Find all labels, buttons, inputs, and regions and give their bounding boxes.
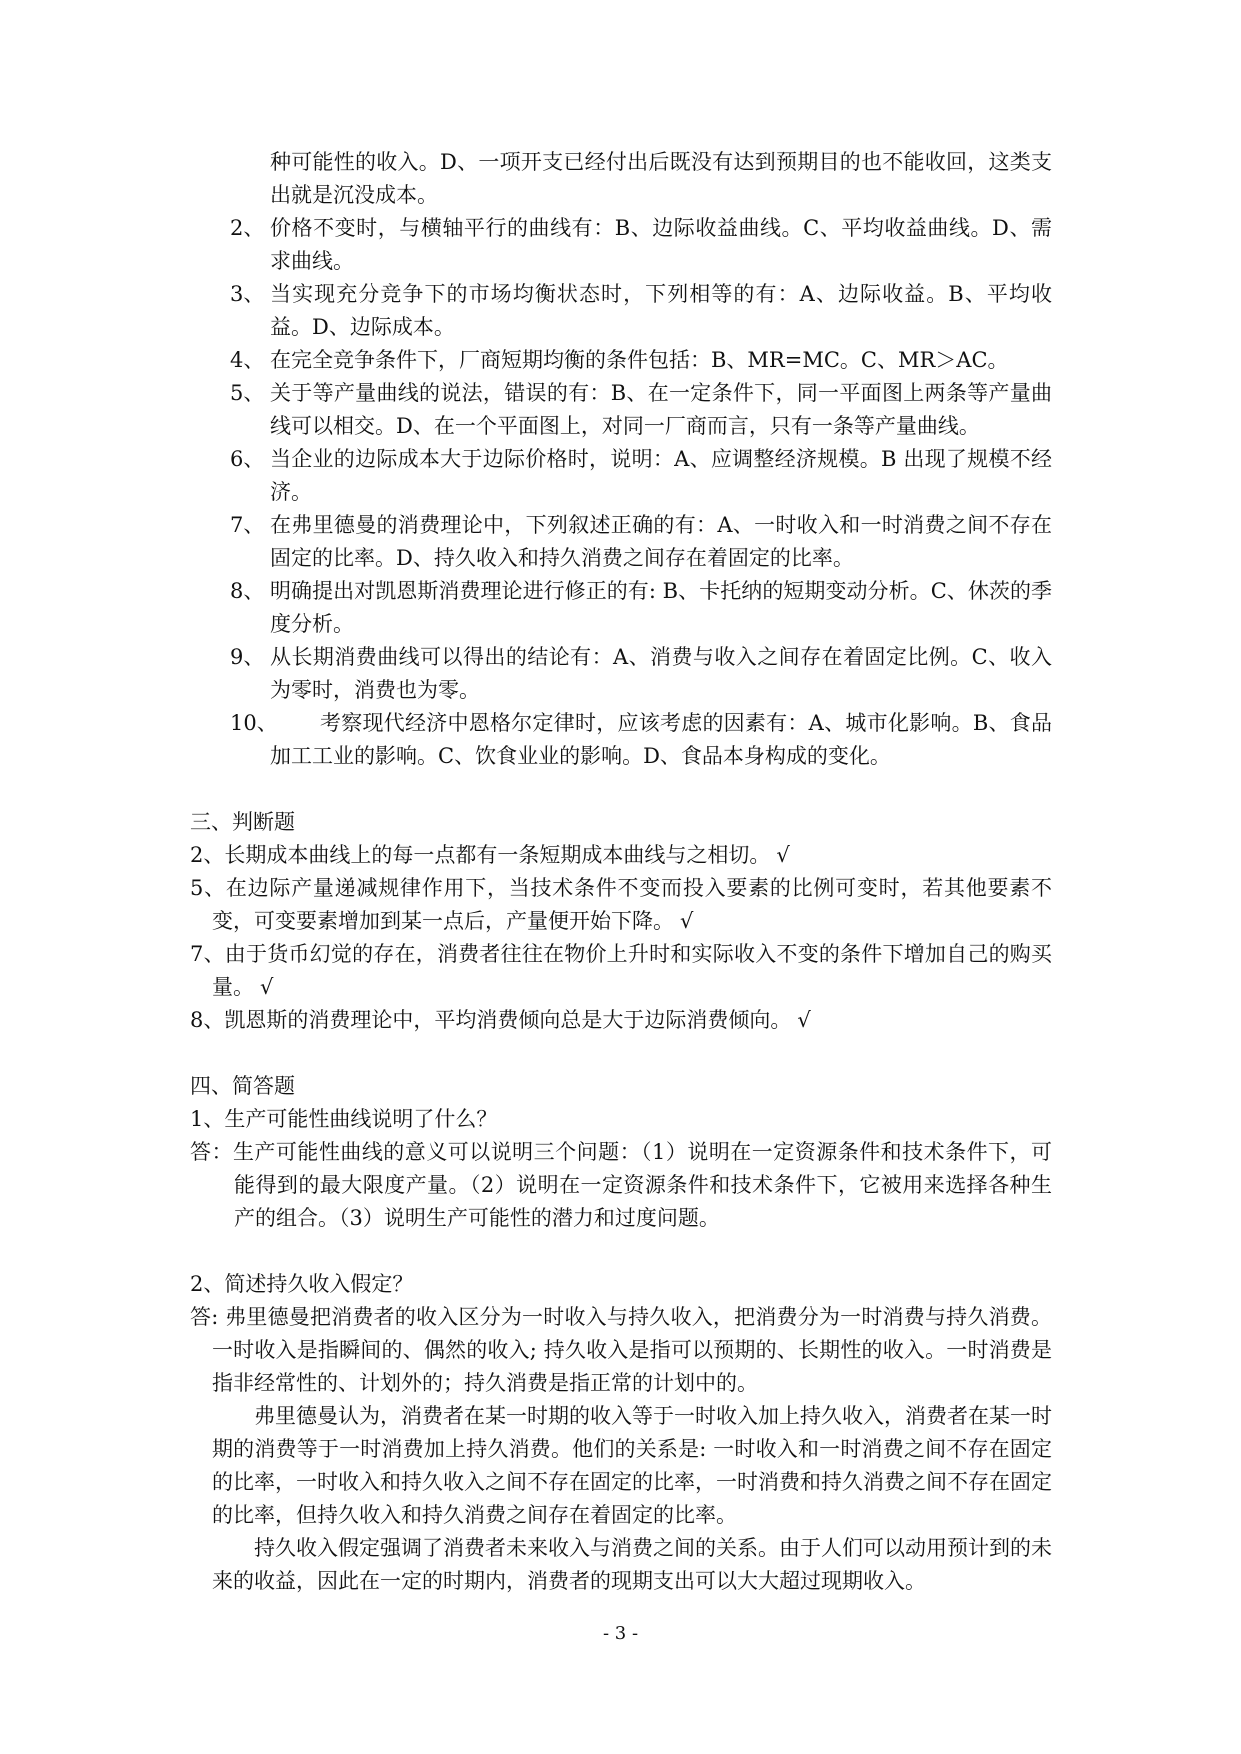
list-item [190, 641, 1052, 707]
answer-2-paragraph-3: 持久收入假定强调了消费者未来收入与消费之间的关系。由于人们可以动用预计到的未来的收益，因此在一定的时期内，消费者的现期支出可以大大超过现期收入。 [212, 1536, 1052, 1593]
item-text: 当企业的边际成本大于边际价格时，说明：A、应调整经济规模。B 出现了规模不经济。 [270, 447, 1052, 504]
section-heading: 四、简答题 [190, 1074, 295, 1098]
section-heading: 三、判断题 [190, 810, 295, 834]
section-spacer [190, 1235, 1052, 1268]
item-text: 从长期消费曲线可以得出的结论有：A、消费与收入之间存在着固定比例。C、收入为零时，消费也为零。 [270, 645, 1052, 702]
answer-2-paragraph-2: 弗里德曼认为，消费者在某一时期的收入等于一时收入加上持久收入，消费者在某一时期的消费等于一时消费加上持久消费。他们的关系是: 一时收入和一时消费之间不存在固定的比率，一时收入和持久收入之间不存在固定的比率，一时消费和持久消费之间不存在固定的比率，但持久收入和持久消费之间存在着固定的比率。 [212, 1404, 1052, 1527]
item-number: 5、 [230, 381, 265, 405]
item-text: 考察现代经济中恩格尔定律时，应该考虑的因素有：A、城市化影响。B、食品加工工业的影响。C、饮食业业的影响。D、食品本身构成的变化。 [270, 711, 1052, 768]
list-item [190, 212, 1052, 278]
item-number: 9、 [230, 645, 265, 669]
item-number: 3、 [230, 282, 265, 306]
section-true-false [190, 806, 1052, 1037]
list-item [190, 278, 1052, 344]
check-mark: √ [680, 909, 694, 933]
section-short-answer [190, 1070, 1052, 1598]
continued-answer [190, 146, 1052, 212]
item-number: 10、 [230, 711, 278, 735]
item-number: 6、 [230, 447, 265, 471]
item-number: 4、 [230, 348, 265, 372]
question-1: 1、生产可能性曲线说明了什么？ [190, 1107, 498, 1131]
statement-text: 7、由于货币幻觉的存在，消费者往往在物价上升时和实际收入不变的条件下增加自己的购买量。 [190, 942, 1052, 999]
statement-text: 2、长期成本曲线上的每一点都有一条短期成本曲线与之相切。 [190, 843, 771, 867]
check-mark: √ [776, 843, 790, 867]
question-2: 2、简述持久收入假定？ [190, 1272, 414, 1296]
list-item [190, 575, 1052, 641]
check-mark: √ [260, 975, 274, 999]
item-text: 当实现充分竞争下的市场均衡状态时，下列相等的有：A、边际收益。B、平均收益。D、边际成本。 [270, 282, 1052, 339]
item-text: 关于等产量曲线的说法，错误的有：B、在一定条件下，同一平面图上两条等产量曲线可以相交。D、在一个平面图上，对同一厂商而言，只有一条等产量曲线。 [270, 381, 1052, 438]
list-item [190, 443, 1052, 509]
list-item [190, 839, 1052, 872]
statement-text: 8、凯恩斯的消费理论中，平均消费倾向总是大于边际消费倾向。 [190, 1008, 792, 1032]
list-item [190, 344, 1052, 377]
item-number: 2、 [230, 216, 265, 240]
item-number: 7、 [230, 513, 265, 537]
page-number: - 3 - [602, 1623, 639, 1644]
continued-answer-text: 种可能性的收入。D、一项开支已经付出后既没有达到预期目的也不能收回，这类支出就是沉没成本。 [270, 150, 1052, 207]
statement-text: 5、在边际产量递减规律作用下，当技术条件不变而投入要素的比例可变时，若其他要素不变，可变要素增加到某一点后，产量便开始下降。 [190, 876, 1052, 933]
multiple-choice-list [190, 212, 1052, 773]
item-text: 价格不变时，与横轴平行的曲线有：B、边际收益曲线。C、平均收益曲线。D、需求曲线。 [270, 216, 1052, 273]
list-item [190, 707, 1052, 773]
list-item [190, 872, 1052, 938]
item-text: 明确提出对凯恩斯消费理论进行修正的有: B、卡托纳的短期变动分析。C、休茨的季度分析。 [270, 579, 1052, 636]
item-text: 在完全竞争条件下，厂商短期均衡的条件包括：B、MR=MC。C、MR＞AC。 [270, 348, 1009, 372]
answer-1: 答：生产可能性曲线的意义可以说明三个问题：（1）说明在一定资源条件和技术条件下，可能得到的最大限度产量。（2）说明在一定资源条件和技术条件下，它被用来选择各种生产的组合。（3）说明生产可能性的潜力和过度问题。 [190, 1140, 1052, 1230]
item-number: 8、 [230, 579, 265, 603]
list-item [190, 1004, 1052, 1037]
answer-2: 答: 弗里德曼把消费者的收入区分为一时收入与持久收入，把消费分为一时消费与持久消费。一时收入是指瞬间的、偶然的收入; 持久收入是指可以预期的、长期性的收入。一时消费是指非经常性的、计划外的；持久消费是指正常的计划中的。 [190, 1305, 1052, 1395]
list-item [190, 377, 1052, 443]
check-mark: √ [797, 1008, 811, 1032]
list-item [190, 938, 1052, 1004]
item-text: 在弗里德曼的消费理论中，下列叙述正确的有：A、一时收入和一时消费之间不存在固定的比率。D、持久收入和持久消费之间存在着固定的比率。 [270, 513, 1052, 570]
page-content [190, 146, 1052, 1598]
section-spacer [190, 773, 1052, 806]
list-item [190, 509, 1052, 575]
section-spacer [190, 1037, 1052, 1070]
